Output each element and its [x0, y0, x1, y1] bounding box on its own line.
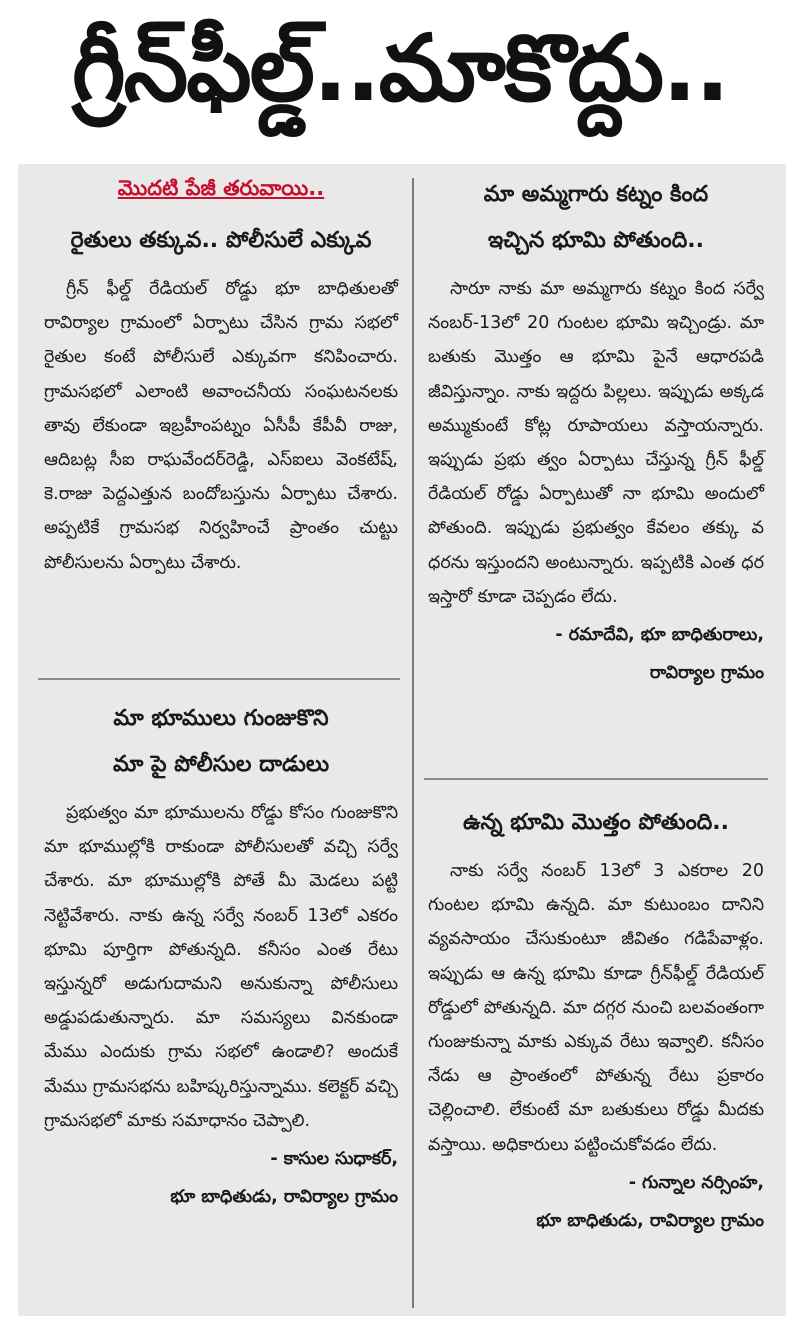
byline: రావిర్యాల గ్రామం	[649, 663, 764, 684]
right-column	[428, 172, 764, 690]
article-body: ప్రభుత్వం మా భూములను రోడ్డు కోసం గుంజుకొని మా భూముల్లోకి రాకుండా పోలీసులతో వచ్చి సర్వే చేశారు. మా భూముల్లోకి పోతే మీ మెడలు పట్టి నెట్టివేశారు. నాకు ఉన్న సర్వే నంబర్ 13లో ఎకరం భూమి పూర్తిగా పోతున్నది. కనీసం ఎంత రేటు ఇస్తున్నరో అడుగుదామని అనుకున్నా పోలీసులు అడ్డుపడుతున్నారు. మా సమస్యలు వినకుండా మేము ఎందుకు గ్రామ సభలో ఉండాలి? అందుకే మేము గ్రామసభను బహిష్కరిస్తున్నాము. కలెక్టర్ వచ్చి గ్రామసభలో మాకు సమాధానం చెప్పాలి.	[44, 803, 398, 1131]
section-subhead: మా పై పోలీసుల దాడులు	[112, 752, 330, 777]
left-section-divider	[38, 678, 400, 680]
right-section-divider	[424, 778, 768, 780]
headline: గ్రీన్‌ఫీల్డ్..మాకొద్దు..	[72, 15, 728, 122]
byline: భూ బాధితుడు, రావిర్యాల గ్రామం	[170, 1187, 398, 1208]
right-column-lower	[428, 800, 764, 1238]
section-subhead: రైతులు తక్కువ.. పోలీసులే ఎక్కువ	[70, 228, 372, 253]
article-body: సారూ నాకు మా అమ్మగారు కట్నం కింద సర్వే నంబర్-13లో 20 గుంటల భూమి ఇచ్చిండ్రు. మా బతుకు మొత్తం ఆ భూమి పైనే ఆధారపడి జీవిస్తున్నాం. నాకు ఇద్దరు పిల్లలు. ఇప్పుడు అక్కడ అమ్ముకుంటే కోట్ల రూపాయలు వస్తాయన్నారు. ఇప్పుడు ప్రభు త్వం ఏర్పాటు చేస్తున్న గ్రీన్ ఫీల్డ్ రేడియల్ రోడ్డు ఏర్పాటుతో నా భూమి అందులో పోతుంది. ఇప్పుడు ప్రభుత్వం కేవలం తక్కు వ ధరను ఇస్తుందని అంటున్నారు. ఇప్పటికి ఎంత ధర ఇస్తారో కూడా చెప్పడం లేదు.	[428, 279, 764, 607]
section-subhead: మా భూములు గుంజుకొని	[113, 706, 329, 731]
continued-kicker: మొదటి పేజీ తరువాయి..	[117, 176, 325, 200]
byline: - రమాదేవి, భూ బాధితురాలు,	[555, 625, 764, 646]
left-column	[44, 176, 398, 580]
byline: భూ బాధితుడు, రావిర్యాల గ్రామం	[536, 1210, 764, 1231]
section-subhead: ఇచ్చిన భూమి పోతుంది..	[488, 228, 704, 253]
section-subhead: ఉన్న భూమి మొత్తం పోతుంది..	[463, 810, 729, 835]
section-subhead: మా అమ్మగారు కట్నం కింద	[483, 182, 709, 207]
article-body: నాకు సర్వే నంబర్ 13లో 3 ఎకరాల 20 గుంటల భూమి ఉన్నది. మా కుటుంబం దానిని వ్యవసాయం చేసుకుంటూ జీవితం గడిపేవాళ్లం. ఇప్పుడు ఆ ఉన్న భూమి కూడా గ్రీన్‌ఫీల్డ్ రేడియల్ రోడ్డులో పోతున్నది. మా దగ్గర నుంచి బలవంతంగా గుంజుకున్నా మాకు ఎక్కువ రేటు ఇవ్వాలి. కనీసం నేడు ఆ ప్రాంతంలో పోతున్న రేటు ప్రకారం చెల్లించాలి. లేకుంటే మా బతుకులు రోడ్డు మీదకు వస్తాయి. అధికారులు పట్టించుకోవడం లేదు.	[428, 861, 764, 1155]
left-column-lower	[44, 696, 398, 1214]
byline: - గున్నాల నర్సింహ,	[628, 1172, 764, 1193]
article-body: గ్రీన్ ఫీల్డ్ రేడియల్ రోడ్డు భూ బాధితులతో రావిర్యాల గ్రామంలో ఏర్పాటు చేసిన గ్రామ సభలో రైతుల కంటే పోలీసులే ఎక్కువగా కనిపించారు. గ్రామసభలో ఎలాంటి అవాంచనీయ సంఘటనలకు తావు లేకుండా ఇబ్రహీంపట్నం ఏసీపీ కేపీవీ రాజు, ఆదిబట్ల సీఐ రాఘవేందర్‌రెడ్డి, ఎస్ఐలు వెంకటేష్, కె.రాజు పెద్దఎత్తున బందోబస్తును ఏర్పాటు చేశారు. అప్పటికే గ్రామసభ నిర్వహించే ప్రాంతం చుట్టు పోలీసులను ఏర్పాటు చేశారు.	[44, 279, 398, 573]
column-divider	[412, 178, 414, 1308]
byline: - కాసుల సుధాకర్,	[270, 1149, 398, 1170]
